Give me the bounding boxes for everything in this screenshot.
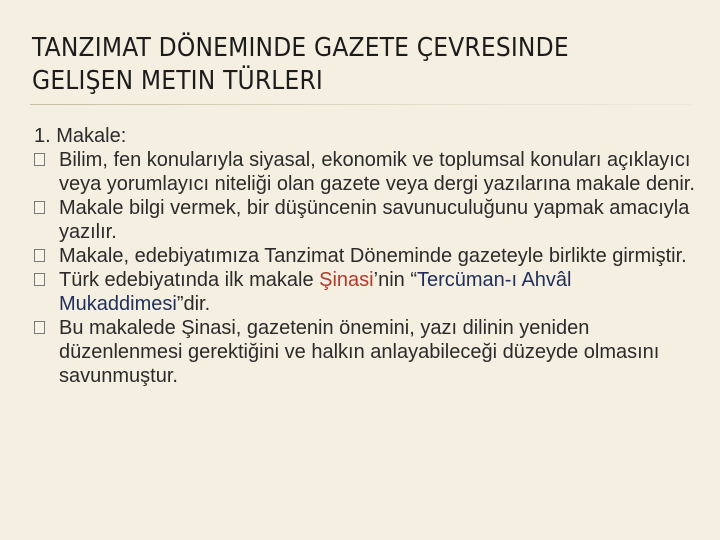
bullet-item: [34, 316, 706, 388]
bullet-text: Makale bilgi vermek, bir düşüncenin savunuculuğunu yapmak amacıyla yazılır.: [59, 197, 690, 243]
bullet-item: [34, 148, 706, 196]
bullet-text-middle: ’nin “: [373, 269, 417, 291]
bullet-text-suffix: ”dir.: [176, 293, 211, 315]
slide-title-line-2: GELIŞEN METIN TÜRLERI: [32, 66, 323, 96]
hollow-square-bullet-icon: [34, 201, 45, 214]
hollow-square-bullet-icon: [34, 249, 45, 262]
bullet-item: [34, 268, 706, 316]
author-name-highlight: Şinasi: [319, 269, 374, 291]
bullet-text: Makale, edebiyatımıza Tanzimat Döneminde gazeteyle birlikte girmiştir.: [59, 245, 687, 267]
title-divider: [30, 104, 692, 105]
bullet-item: [34, 244, 706, 268]
slide-content: [34, 124, 706, 388]
hollow-square-bullet-icon: [34, 153, 45, 166]
hollow-square-bullet-icon: [34, 321, 45, 334]
slide-title-line-1: TANZIMAT DÖNEMINDE GAZETE ÇEVRESINDE: [32, 33, 569, 63]
bullet-text: Bilim, fen konularıyla siyasal, ekonomik ve toplumsal konuları açıklayıcı veya yorumlayıcı niteliği olan gazete veya dergi yazılarına makale denir.: [59, 149, 695, 195]
section-heading: 1. Makale:: [34, 125, 127, 147]
bullet-item: [34, 196, 706, 244]
bullet-text: Bu makalede Şinasi, gazetenin önemini, yazı dilinin yeniden düzenlenmesi gerektiğini ve halkın anlayabileceği düzeyde olmasını savunmuştur.: [59, 317, 660, 387]
work-title-highlight: Tercüman-ı Ahvâl Mukaddimesi: [59, 269, 572, 315]
bullet-list: [34, 148, 706, 388]
slide-title: [32, 32, 626, 98]
bullet-text-prefix: Türk edebiyatında ilk makale: [59, 269, 320, 291]
hollow-square-bullet-icon: [34, 273, 45, 286]
